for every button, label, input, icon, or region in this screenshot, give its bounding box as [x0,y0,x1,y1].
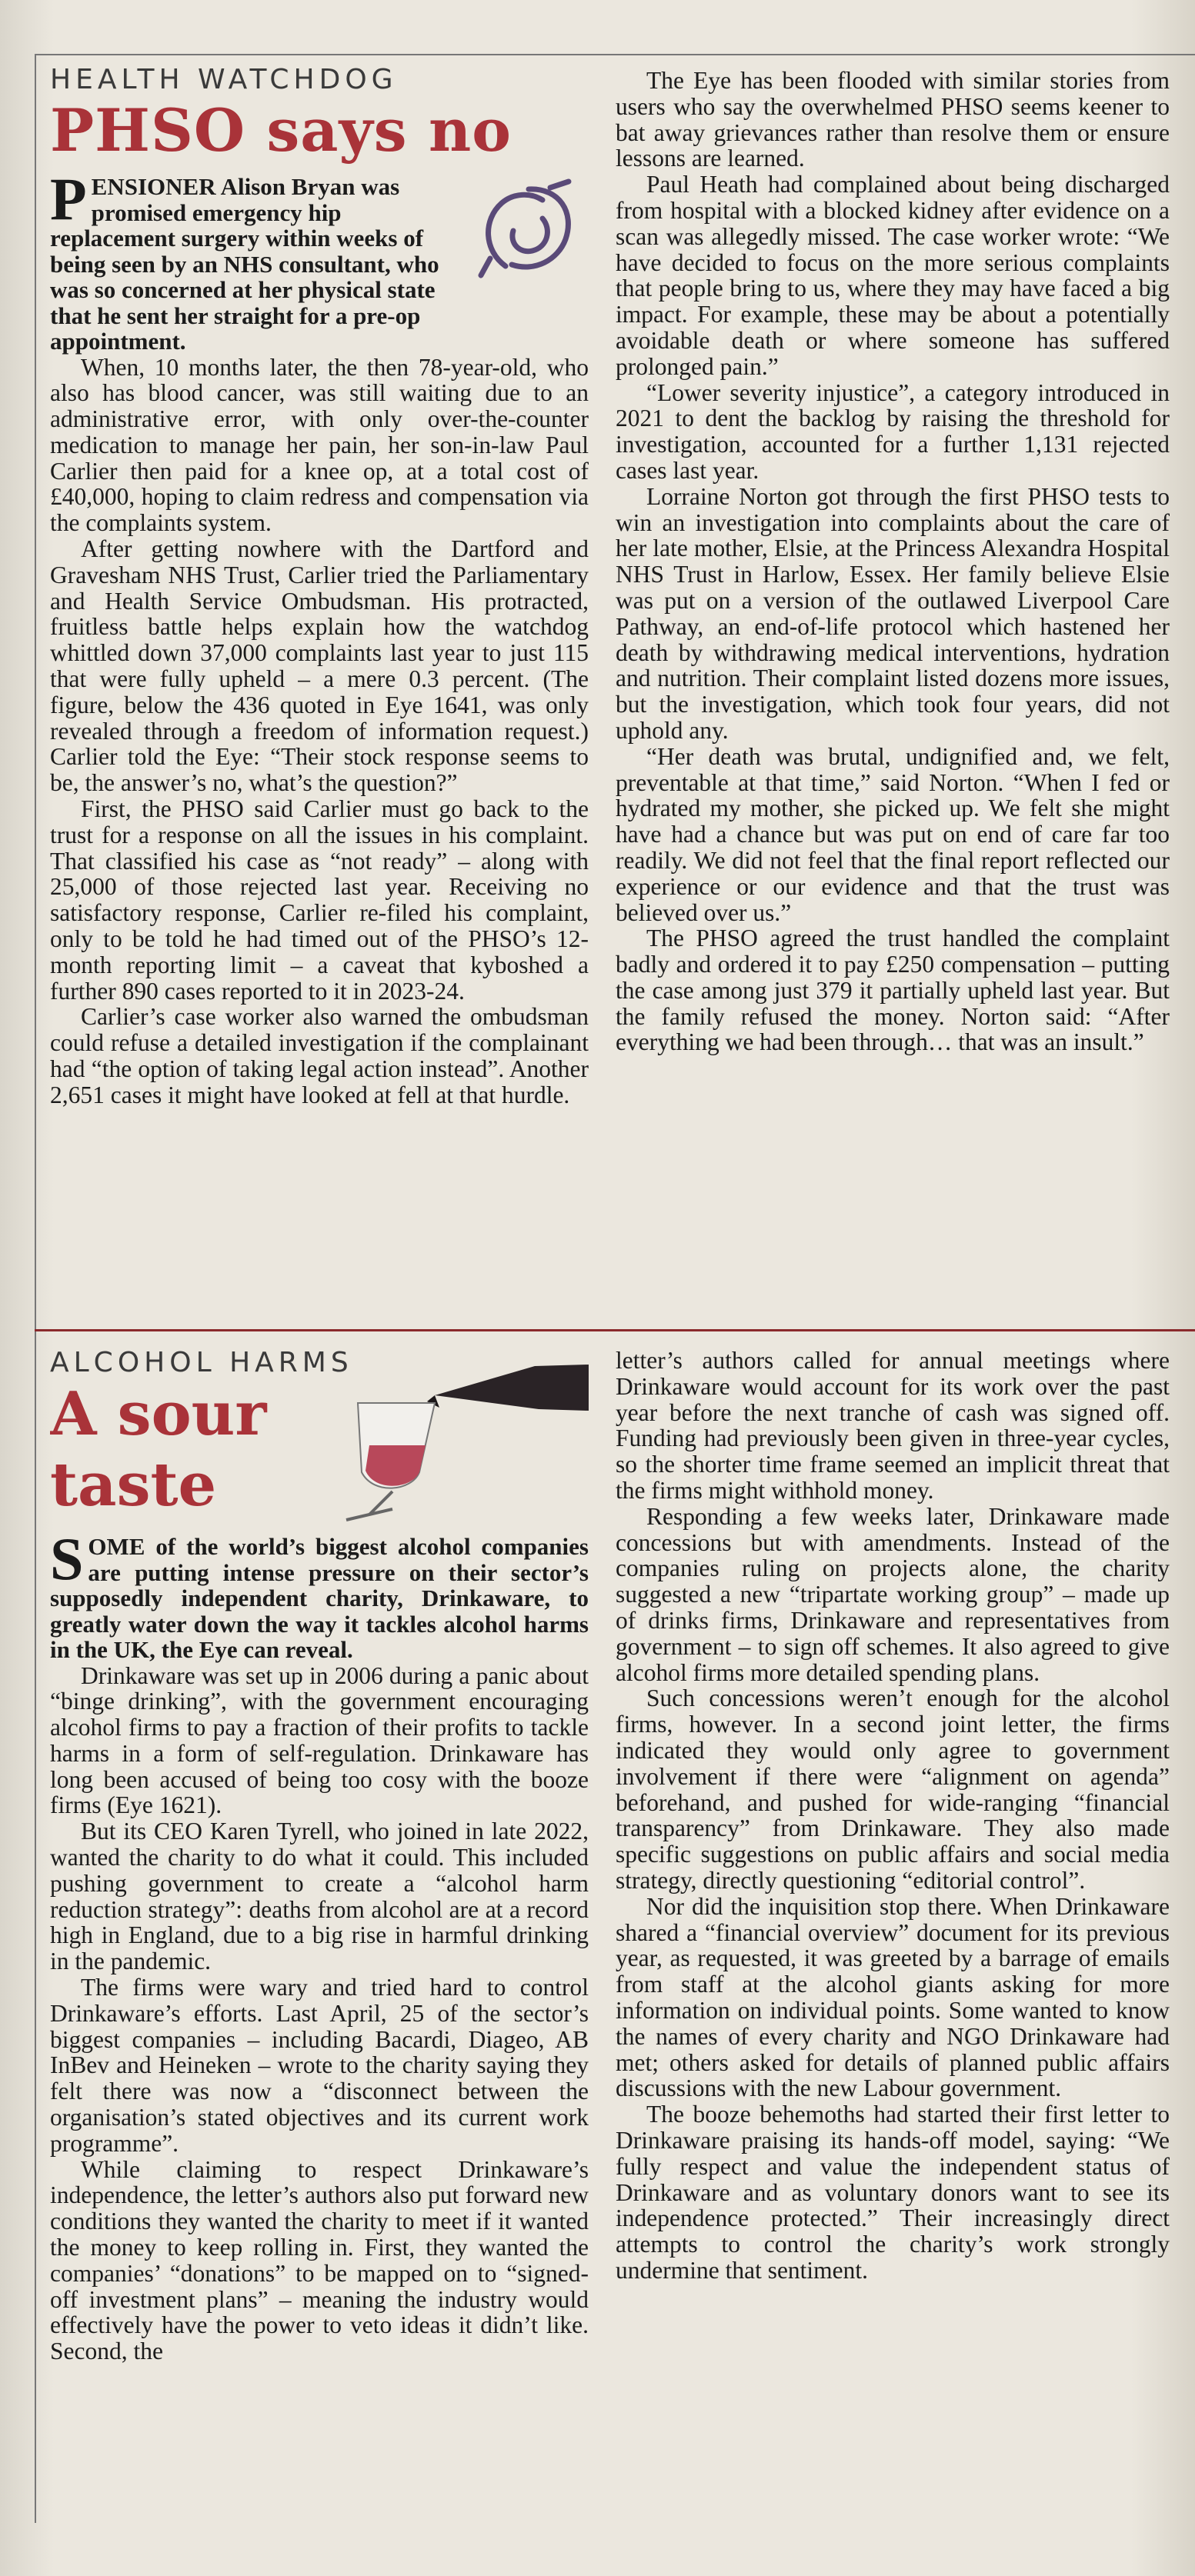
body-paragraph: Carlier’s case worker also warned the ombudsman could refuse a detailed investigation if the complainant had “the option of taking legal action instead”. Another 2,651 cases it might have looked at fell at that hurdle. [50,1003,589,1108]
headline-block [50,1380,589,1534]
article-phso-col1 [50,63,589,1325]
phso-swirl-logo-icon [475,174,582,289]
body-paragraph: When, 10 months later, the then 78-year-old, who also has blood cancer, was still waiting due to an administrative error, with only over-the-counter medication to manage her pain, her son-in-law Paul Carlier then paid for a knee op, at a total cost of £40,000, hoping to claim redress and compensation via the complaints system. [50,353,589,537]
wine-bottle-pouring-glass-icon [304,1357,589,1526]
body-paragraph: The Eye has been flooded with similar stories from users who say the overwhelmed PHSO seems keener to bat away grievances rather than resolve them or ensure lessons are learned. [616,68,1170,172]
dropcap-letter: P [50,165,87,232]
section-divider [35,1329,1195,1331]
section-kicker: ALCOHOL HARMS [50,1347,353,1378]
body-paragraph: Drinkaware was set up in 2006 during a panic about “binge drinking”, with the government encouraging alcohol firms to pay a fraction of their profits to tackle harms in a form of self-regulation. Drinkaware has long been accused of being too cosy with the booze firms (Eye 1621). [50,1661,589,1819]
article-lede-block [50,165,589,355]
section-kicker: HEALTH WATCHDOG [50,64,398,95]
body-paragraph: But its CEO Karen Tyrell, who joined in late 2022, wanted the charity to do what it could. This included pushing government to create a “alcohol harm reduction strategy”: deaths from alcohol are at a record high in England, due to a big rise in harmful drinking in the pandemic. [50,1818,589,1975]
body-paragraph: letter’s authors called for annual meetings where Drinkaware would account for its work over the past year before the next tranche of cash was signed off. Funding had previously been given in three-year cycles, so the shorter time frame seemed an implicit threat that the firms might withhold money. [616,1348,1170,1504]
body-paragraph: Nor did the inquisition stop there. When Drinkaware shared a “financial overview” document for its previous year, as requested, it was greeted by a barrage of emails from staff at the alcohol giants asking for more information on individual points. Some wanted to know the names of every charity and NGO Drinkaware had met; others asked for details of planned public affairs discussions with the new Labour government. [616,1892,1170,2102]
body-paragraph: Lorraine Norton got through the first PHSO tests to win an investigation into complaints about the care of her late mother, Elsie, at the Princess Alexandra Hospital NHS Trust in Harlow, Essex. Her family believe Elsie was put on a version of the outlawed Liverpool Care Pathway, an end-of-life protocol which hastened her death by withdrawing medical interventions, hydration and nutrition. Their complaint listed dozens more issues, but the investigation, which took four years, did not uphold any. [616,482,1170,744]
article-headline-line2: taste [50,1450,217,1520]
body-paragraph: “Lower severity injustice”, a category introduced in 2021 to dent the backlog by raising the threshold for investigation, accounted for a further 1,131 rejected cases last year. [616,378,1170,484]
body-paragraph: The booze behemoths had started their first letter to Drinkaware praising its hands-off model, saying: “We fully respect and value the independent status of Drinkaware and as voluntary donors want to see its independence protected.” Their increasingly direct attempts to control the charity’s work strongly undermine that sentiment. [616,2101,1170,2284]
body-paragraph: While claiming to respect Drinkaware’s independence, the letter’s authors also put forward new conditions they wanted the charity to meet if it wanted the money to keep rolling in. First, they wanted the companies’ “donations” to be mapped on to “signed-off investment plans” – meaning the industry would effectively have the power to veto ideas it didn’t like. Second, the [50,2155,589,2365]
body-paragraph: The firms were wary and tried hard to control Drinkaware’s efforts. Last April, 25 of the sector’s biggest companies – including Bacardi, Diageo, AB InBev and Heineken – wrote to the charity saying they felt there was now a “disconnect between the organisation’s stated objectives and its current work programme”. [50,1974,589,2157]
body-paragraph: Responding a few weeks later, Drinkaware made concessions but with amendments. Instead of the companies ruling on projects alone, the charity suggested a new “tripartate working group” – made up of drinks firms, Drinkaware and representatives from government – to sign off schemes. It also agreed to give alcohol firms more detailed spending plans. [616,1502,1170,1686]
dropcap-letter: S [50,1525,84,1592]
body-paragraph: Paul Heath had complained about being discharged from hospital with a blocked kidney after evidence on a scan was allegedly missed. The case worker wrote: “We have decided to focus on the more serious complaints that people bring to us, where they may have faced a big impact. For example, these may be about a potentially avoidable death or where someone has suffered prolonged pain.” [616,171,1170,380]
article-phso-col2 [616,68,1170,1326]
article-alcohol-col2 [616,1348,1170,2524]
article-headline-line1: A sour [50,1379,267,1449]
lede-text: OME of the world’s biggest alcohol companies are putting intense pressure on their sector’s supposedly independent charity, Drinkaware, to greatly water down the way it tackles alcohol harms in the UK, the Eye can reveal. [50,1533,589,1663]
body-paragraph: “Her death was brutal, undignified and, we felt, preventable at that time,” said Norton. “When I fed or hydrated my mother, she picked up. We felt she might have had a chance but was put on end of care far too readily. We did not feel that the final report reflected our experience or our evidence and that the trust was believed over us.” [616,742,1170,926]
lede-paragraph [50,1525,589,1663]
body-paragraph: First, the PHSO said Carlier must go back to the trust for a response on all the issues in his complaint. That classified his case as “not ready” – along with 25,000 of those rejected last year. Receiving no satisfactory response, Carlier re-filed his complaint, only to be told he had timed out of the PHSO’s 12-month reporting limit – a caveat that kyboshed a further 890 cases reported to it in 2023-24. [50,795,589,1005]
article-headline: PHSO says no [50,96,512,165]
body-paragraph: Such concessions weren’t enough for the alcohol firms, however. In a second joint letter, the firms indicated they would only agree to government involvement if there were “alignment on agenda” beforehand, and pushed for wide-ranging “financial transparency” from Drinkaware. They also made specific suggestions on public affairs and social media strategy, directly questioning “editorial control”. [616,1685,1170,1894]
body-paragraph: After getting nowhere with the Dartford and Gravesham NHS Trust, Carlier tried the Parliamentary and Health Service Ombudsman. His protracted, fruitless battle helps explain how the watchdog whittled down 37,000 complaints last year to just 115 that were fully upheld – a mere 0.3 percent. (The figure, below the 436 quoted in Eye 1641, was only revealed through a freedom of information request.) Carlier told the Eye: “Their stock response seems to be, the answer’s no, what’s the question?” [50,535,589,797]
body-paragraph: The PHSO agreed the trust handled the complaint badly and ordered it to pay £250 compensation – putting the case among just 379 it partially upheld last year. But the family refused the money. Norton said: “After everything we had been through… that was an insult.” [616,925,1170,1056]
lede-text: ENSIONER Alison Bryan was promised emergency hip replacement surgery within weeks of being seen by an NHS consultant, who was so concerned at her physical state that he sent her straight for a pre-op appointment. [50,173,439,355]
article-alcohol-col1 [50,1346,589,2523]
